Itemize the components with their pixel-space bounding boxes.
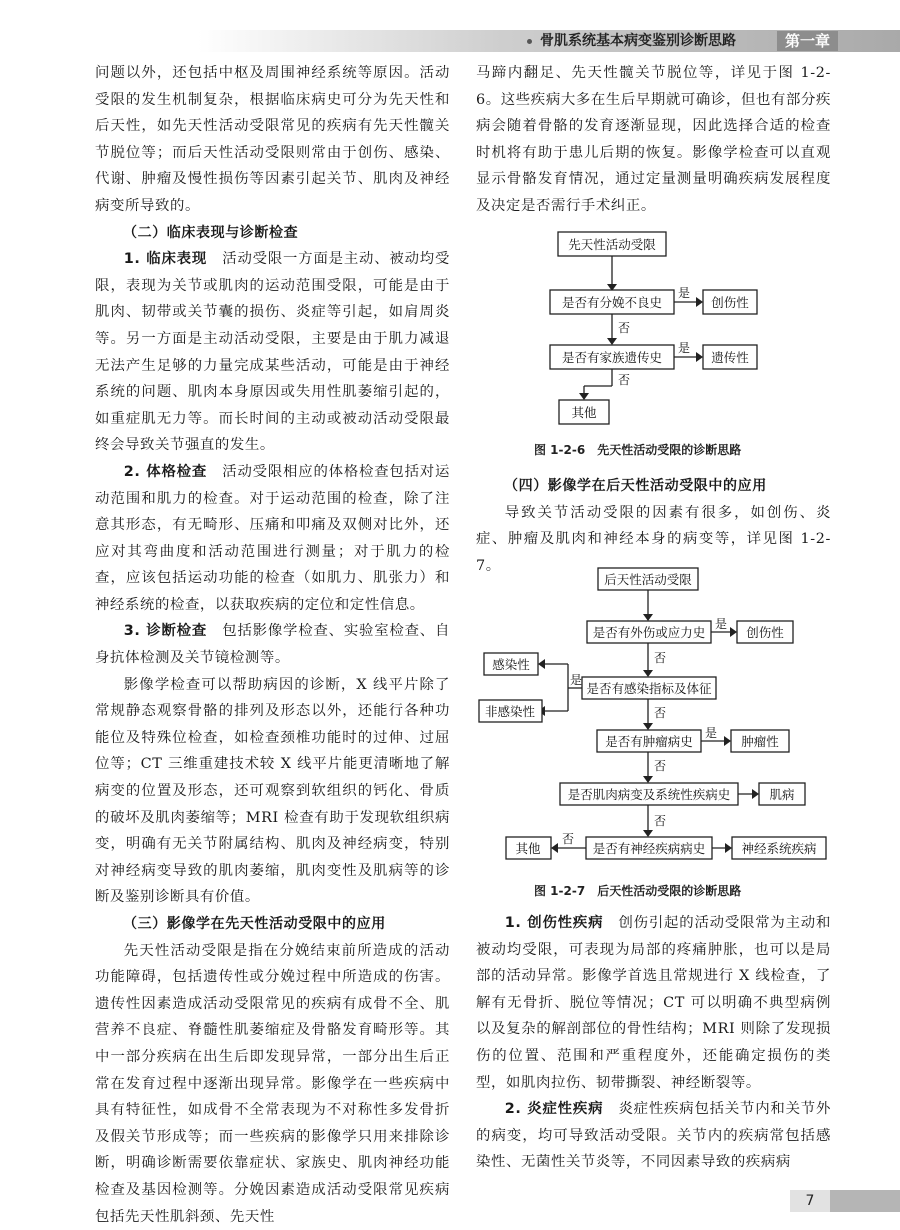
yes-label: 是 — [570, 673, 583, 687]
paragraph-lead: 2. 体格检查 — [123, 463, 208, 480]
header-band — [0, 30, 900, 52]
no-label: 否 — [562, 832, 575, 846]
paragraph-text: 活动受限相应的体格检查包括对运动范围和肌力的检查。对于运动范围的检查，除了注意其形态，有无畸形、压痛和叩痛及双侧对比外，还应对其弯曲度和活动范围进行测量；对于肌力的检查，应该包括运动功能的检查（如肌力、肌张力）和神经系统的检查，以获取疾病的定位和定性信息。 — [95, 463, 450, 613]
paragraph: 导致关节活动受限的因素有很多，如创伤、炎症、肿瘤及肌肉和神经本身的病变等，详见图 1-2-7。 — [476, 504, 831, 574]
no-label: 否 — [654, 814, 667, 828]
flow-text: 其他 — [571, 405, 597, 420]
paragraph — [476, 910, 831, 1096]
left-column — [95, 60, 450, 1230]
flow-text: 先天性活动受限 — [568, 237, 656, 252]
flow-text: 是否有肿瘤病史 — [605, 734, 693, 749]
paragraph — [95, 459, 450, 619]
flowchart-acquired — [476, 562, 831, 874]
page-number: 7 — [790, 1190, 830, 1212]
paragraph-text: 包括影像学检查、实验室检查、自身抗体检测及关节镜检测等。 — [95, 623, 450, 667]
paragraph: 马蹄内翻足、先天性髋关节脱位等，详见于图 1-2-6。这些疾病大多在生后早期就可确诊，但也有部分疾病会随着骨骼的发育逐渐显现，因此选择合适的检查时机将有助于患儿后期的恢复。影像学检查可以直观显示骨骼发育情况，通过定量测量明确疾病发展程度及决定是否需行手术纠正。 — [476, 65, 831, 214]
flowchart-congenital — [476, 228, 831, 433]
page-number-band — [830, 1190, 900, 1212]
paragraph-lead: 1. 创伤性疾病 — [504, 915, 604, 931]
flow-text: 创伤性 — [746, 625, 784, 640]
flow-text: 是否有分娩不良史 — [561, 295, 663, 310]
paragraph — [95, 618, 450, 671]
flow-text: 是否有家族遗传史 — [561, 350, 663, 365]
paragraph-text: 炎症性疾病包括关节内和关节外的病变，均可导致活动受限。关节内的疾病常包括感染性、无菌性关节炎等，不同因素导致的疾病病 — [476, 1101, 831, 1171]
no-label: 否 — [618, 321, 631, 335]
flow-text: 遗传性 — [711, 350, 749, 365]
yes-label: 是 — [715, 617, 728, 631]
running-title: 骨肌系统基本病变鉴别诊断思路 — [540, 33, 736, 49]
flow-text: 是否有神经疾病病史 — [592, 841, 706, 856]
paragraph-lead: 2. 炎症性疾病 — [504, 1101, 604, 1118]
section-heading: （二）临床表现与诊断检查 — [123, 224, 299, 241]
header-bullet — [527, 39, 532, 44]
paragraph-text: 创伤引起的活动受限常为主动和被动均受限，可表现为局部的疼痛肿胀，也可以是局部的活动异常。影像学首选且常规进行 X 线检查，了解有无骨折、脱位等情况；CT 可以明确不典型病例以及复杂的解剖部位的骨性结构；MRI 则除了发现损伤的位置、范围和严重程度外，还能确定损伤的类型，如肌肉拉伤、韧带撕裂、神经断裂等。 — [476, 915, 831, 1091]
chapter-tab: 第一章 — [777, 31, 838, 51]
no-label: 否 — [618, 373, 631, 387]
right-column-top — [476, 60, 831, 220]
flow-text: 非感染性 — [484, 704, 536, 719]
flow-text: 创伤性 — [711, 295, 749, 310]
no-label: 否 — [654, 759, 667, 773]
flow-text: 感染性 — [492, 657, 530, 672]
flow-text: 神经系统疾病 — [741, 841, 817, 856]
paragraph-lead: 1. 临床表现 — [123, 251, 208, 268]
flow-text: 肌病 — [769, 787, 795, 802]
no-label: 否 — [654, 651, 667, 665]
flow-text: 是否肌肉病变及系统性疾病史 — [567, 787, 731, 802]
paragraph: 先天性活动受限是指在分娩结束前所造成的活动功能障碍，包括遗传性或分娩过程中所造成的伤害。遗传性因素造成活动受限常见的疾病有成骨不全、肌营养不良症、脊髓性肌萎缩症及骨骼发育畸形等。其中一部分疾病在出生后即发现异常，一部分出生后正常在发育过程中逐渐出现异常。影像学在一些疾病中具有特征性，如成骨不全常表现为不对称性多发骨折及假关节形成等；而一些疾病的影像学只用来排除诊断，明确诊断需要依靠症状、家族史、肌肉神经功能检查及基因检测等。分娩因素造成活动受限常见疾病包括先天性肌斜颈、先天性 — [95, 942, 450, 1225]
yes-label: 是 — [705, 726, 718, 740]
flow-text: 肿瘤性 — [741, 734, 779, 749]
paragraph-lead: 3. 诊断检查 — [123, 623, 208, 640]
paragraph — [476, 1096, 831, 1176]
flow-text: 是否有感染指标及体征 — [586, 681, 712, 696]
paragraph-text: 活动受限一方面是主动、被动均受限，表现为关节或肌肉的运动范围受限，可能是由于肌肉、韧带或关节囊的损伤、炎症等引起，如肩周炎等。另一方面是主动活动受限，主要是由于肌力减退无法产生足够的力量完成某些活动，可能是由于神经系统的问题、肌肉本身原因或失用性肌萎缩引起的，如重症肌无力等。而长时间的主动或被动活动受限最终会导致关节强直的发生。 — [95, 251, 450, 454]
figure-caption: 图 1-2-6 先天性活动受限的诊断思路 — [534, 443, 742, 457]
yes-label: 是 — [678, 286, 691, 300]
flow-text: 后天性活动受限 — [604, 572, 692, 587]
right-column-bottom — [476, 910, 831, 1176]
yes-label: 是 — [678, 341, 691, 355]
no-label: 否 — [654, 706, 667, 720]
section-heading: （三）影像学在先天性活动受限中的应用 — [123, 916, 386, 932]
figure-caption: 图 1-2-7 后天性活动受限的诊断思路 — [534, 884, 742, 898]
paragraph: 影像学检查可以帮助病因的诊断，X 线平片除了常规静态观察骨骼的排列及形态以外，还能行各种功能位及特殊位检查，如检查颈椎功能时的过伸、过屈位等；CT 三维重建技术较 X 线平片能更清晰地了解病变的位置及形态，还可观察到软组织的钙化、骨质的破坏及肌肉萎缩等；MRI 检查有助于发现软组织病变，明确有无关节附属结构、肌肉及神经病变，特别对神经病变导致的肌肉萎缩，肌肉变性及肌病等的诊断及鉴别诊断具有价值。 — [95, 676, 450, 906]
section-heading: （四）影像学在后天性活动受限中的应用 — [504, 478, 767, 494]
paragraph: 问题以外，还包括中枢及周围神经系统等原因。活动受限的发生机制复杂，根据临床病史可分为先天性和后天性，如先天性活动受限常见的疾病有先天性髋关节脱位等；而后天性活动受限则常由于创伤、感染、代谢、肿瘤及慢性损伤等因素引起关节、肌肉及神经病变所导致的。 — [95, 65, 450, 214]
paragraph — [95, 246, 450, 459]
flow-text: 其他 — [515, 841, 541, 856]
flow-text: 是否有外伤或应力史 — [592, 625, 706, 640]
